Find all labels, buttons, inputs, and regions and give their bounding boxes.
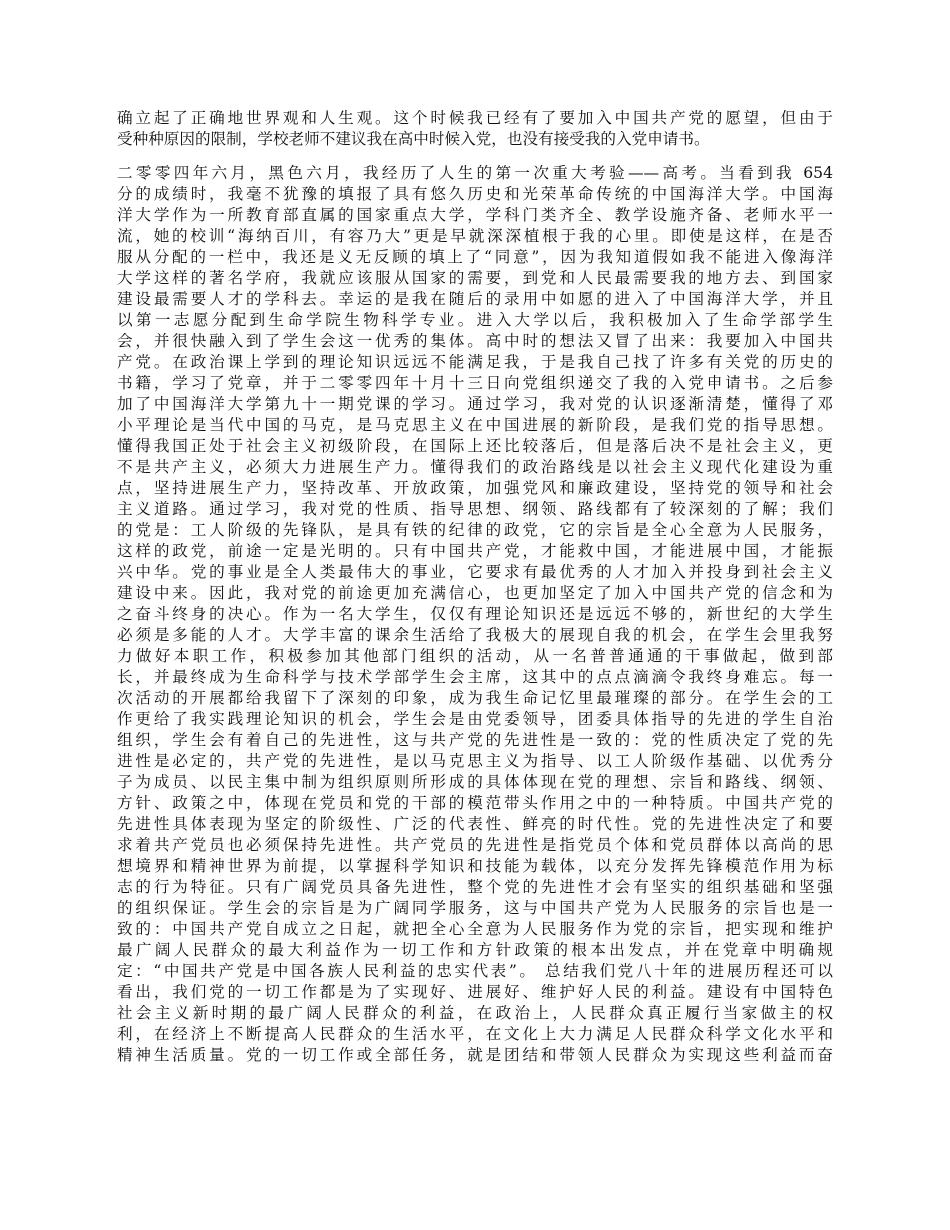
text-line: 流，她的校训“海纳百川，有容乃大”更是早就深深植根于我的心里。即使是这样，在是否 [117, 227, 833, 245]
text-line: 兴中华。党的事业是全人类最伟大的事业，它要求有最优秀的人才加入并投身到社会主义 [117, 563, 833, 581]
text-line: 进性是必定的，共产党的先进性，是以马克思主义为指导、以工人阶级作基础、以优秀分 [117, 752, 833, 770]
text-line: 二零零四年六月，黑色六月，我经历了人生的第一次重大考验——高考。当看到我 654 [117, 164, 833, 182]
text-line: 长，并最终成为生命科学与技术学部学生会主席，这其中的点点滴滴令我终身难忘。每一 [117, 668, 833, 686]
text-line: 小平理论是当代中国的马克，是马克思主义在中国进展的新阶段，是我们党的指导思想。 [117, 416, 833, 434]
text-line: 服从分配的一栏中，我还是义无反顾的填上了“同意”，因为我知道假如我不能进入像海洋 [117, 248, 833, 266]
text-line: 产党。在政治课上学到的理论知识远远不能满足我，于是我自己找了许多有关党的历史的 [117, 353, 833, 371]
text-line: 懂得我国正处于社会主义初级阶段，在国际上还比较落后，但是落后决不是社会主义，更 [117, 437, 833, 455]
text-line: 的党是：工人阶级的先锋队，是具有铁的纪律的政党，它的宗旨是全心全意为人民服务， [117, 521, 833, 539]
text-line: 这样的政党，前途一定是光明的。只有中国共产党，才能救中国，才能进展中国，才能振 [117, 542, 833, 560]
text-line: 不是共产主义，必须大力进展生产力。懂得我们的政治路线是以社会主义现代化建设为重 [117, 458, 833, 476]
text-line: 建设最需要人才的学科去。幸运的是我在随后的录用中如愿的进入了中国海洋大学，并且 [117, 290, 833, 308]
text-line: 利，在经济上不断提高人民群众的生活水平，在文化上大力满足人民群众科学文化水平和 [117, 1025, 833, 1043]
text-line: 分的成绩时，我毫不犹豫的填报了具有悠久历史和光荣革命传统的中国海洋大学。中国海 [117, 185, 833, 203]
paragraph-2 [117, 163, 833, 1066]
text-line: 主义道路。通过学习，我对党的性质、指导思想、纲领、路线都有了较深刻的了解；我们 [117, 500, 833, 518]
text-line: 大学这样的著名学府，我就应该服从国家的需要，到党和人民最需要我的地方去、到国家 [117, 269, 833, 287]
text-line: 确立起了正确地世界观和人生观。这个时候我已经有了要加入中国共产党的愿望，但由于 [117, 109, 833, 127]
text-line: 次活动的开展都给我留下了深刻的印象，成为我生命记忆里最璀璨的部分。在学生会的工 [117, 689, 833, 707]
text-line: 看出，我们党的一切工作都是为了实现好、进展好、维护好人民的利益。建设有中国特色 [117, 983, 833, 1001]
text-line: 洋大学作为一所教育部直属的国家重点大学，学科门类齐全、教学设施齐备、老师水平一 [117, 206, 833, 224]
text-line: 必须是多能的人才。大学丰富的课余生活给了我极大的展现自我的机会，在学生会里我努 [117, 626, 833, 644]
text-line: 的组织保证。学生会的宗旨是为广阔同学服务，这与中国共产党为人民服务的宗旨也是一 [117, 899, 833, 917]
text-line: 求着共产党员也必须保持先进性。共产党员的先进性是指党员个体和党员群体以高尚的思 [117, 836, 833, 854]
text-line: 点，坚持进展生产力，坚持改革、开放政策，加强党风和廉政建设，坚持党的领导和社会 [117, 479, 833, 497]
text-line: 精神生活质量。党的一切工作或全部任务，就是团结和带领人民群众为实现这些利益而奋 [117, 1046, 833, 1064]
text-line: 建设中来。因此，我对党的前途更加充满信心，也更加坚定了加入中国共产党的信念和为 [117, 584, 833, 602]
text-line: 会，并很快融入到了学生会这一优秀的集体。高中时的想法又冒了出来：我要加入中国共 [117, 332, 833, 350]
text-line: 力做好本职工作，积极参加其他部门组织的活动，从一名普普通通的干事做起，做到部 [117, 647, 833, 665]
text-line: 志的行为特征。只有广阔党员具备先进性，整个党的先进性才会有坚实的组织基础和坚强 [117, 878, 833, 896]
document-page [117, 108, 833, 1066]
text-line: 方针、政策之中，体现在党员和党的干部的模范带头作用之中的一种特质。中国共产党的 [117, 794, 833, 812]
text-line: 子为成员、以民主集中制为组织原则所形成的具体体现在党的理想、宗旨和路线、纲领、 [117, 773, 833, 791]
text-line: 以第一志愿分配到生命学院生物科学专业。进入大学以后，我积极加入了生命学部学生 [117, 311, 833, 329]
text-line: 想境界和精神世界为前提，以掌握科学知识和技能为载体，以充分发挥先锋模范作用为标 [117, 857, 833, 875]
text-line: 作更给了我实践理论知识的机会，学生会是由党委领导，团委具体指导的先进的学生自治 [117, 710, 833, 728]
text-line: 最广阔人民群众的最大利益作为一切工作和方针政策的根本出发点，并在党章中明确规 [117, 941, 833, 959]
text-line: 书籍，学习了党章，并于二零零四年十月十三日向党组织递交了我的入党申请书。之后参 [117, 374, 833, 392]
text-line: 受种种原因的限制，学校老师不建议我在高中时候入党，也没有接受我的入党申请书。 [117, 130, 710, 148]
text-line: 致的：中国共产党自成立之日起，就把全心全意为人民服务作为党的宗旨，把实现和维护 [117, 920, 833, 938]
text-line: 社会主义新时期的最广阔人民群众的利益，在政治上，人民群众真正履行当家做主的权 [117, 1004, 833, 1022]
text-line: 先进性具体表现为坚定的阶级性、广泛的代表性、鲜亮的时代性。党的先进性决定了和要 [117, 815, 833, 833]
text-line: 组织，学生会有着自己的先进性，这与共产党的先进性是一致的：党的性质决定了党的先 [117, 731, 833, 749]
text-line: 之奋斗终身的决心。作为一名大学生，仅仅有理论知识还是远远不够的，新世纪的大学生 [117, 605, 833, 623]
text-line: 加了中国海洋大学第九十一期党课的学习。通过学习，我对党的认识逐渐清楚，懂得了邓 [117, 395, 833, 413]
text-line: 定：“中国共产党是中国各族人民利益的忠实代表”。 总结我们党八十年的进展历程还可以 [117, 962, 833, 980]
paragraph-1 [117, 108, 833, 150]
